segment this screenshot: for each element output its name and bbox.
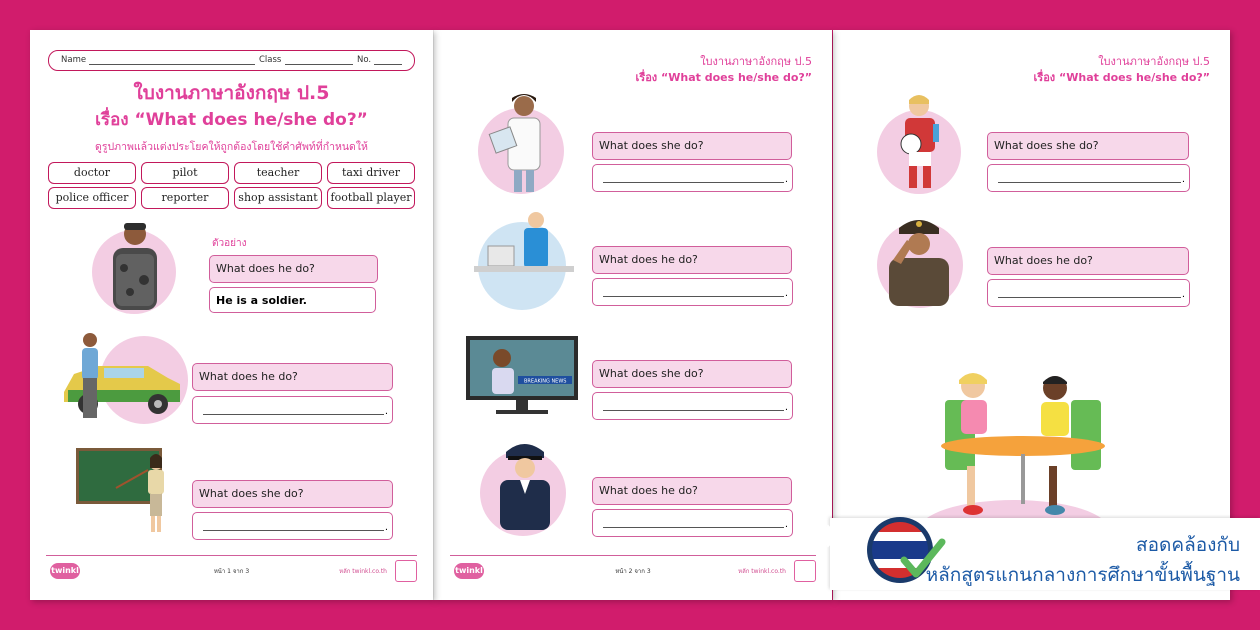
worksheet-subtitle: เรื่อง “What does he/she do?” xyxy=(95,110,368,130)
page-number: หน้า 2 จาก 3 xyxy=(615,568,651,575)
class-line xyxy=(285,64,353,65)
question-box: What does he do? xyxy=(192,363,393,391)
twinkl-logo: twinkl xyxy=(454,563,484,579)
example-answer-box: He is a soldier. xyxy=(209,287,376,313)
question-box: What does she do? xyxy=(987,132,1189,160)
word-box: teacher xyxy=(234,162,322,184)
page-footer xyxy=(46,555,417,586)
twinkl-logo: twinkl xyxy=(50,563,80,579)
taxi-driver-icon xyxy=(58,330,188,425)
pilot-icon xyxy=(488,434,560,534)
question-box: What does she do? xyxy=(592,360,792,388)
football-player-icon xyxy=(885,90,955,192)
page-footer xyxy=(450,555,816,586)
word-box: taxi driver xyxy=(327,162,415,184)
worksheet-title: ใบงานภาษาอังกฤษ ป.5 xyxy=(133,82,330,104)
page-header-title: ใบงานภาษาอังกฤษ ป.5 xyxy=(700,55,812,68)
answer-box[interactable]: . xyxy=(592,278,793,306)
name-class-bar xyxy=(48,50,415,71)
question-box: What does he do? xyxy=(987,247,1189,275)
question-box: What does he do? xyxy=(592,246,792,274)
quality-badge-icon xyxy=(395,560,417,582)
soldier-icon xyxy=(100,218,170,314)
answer-box[interactable]: . xyxy=(987,164,1190,192)
children-studying-icon xyxy=(933,370,1113,520)
word-box: police officer xyxy=(48,187,136,209)
word-box: pilot xyxy=(141,162,229,184)
answer-box[interactable]: . xyxy=(192,396,393,424)
page-header-subtitle: เรื่อง “What does he/she do?” xyxy=(635,71,812,84)
curriculum-badge xyxy=(830,518,1260,590)
badge-line-2: หลักสูตรแกนกลางการศึกษาขั้นพื้นฐาน xyxy=(925,564,1240,586)
example-question-box: What does he do? xyxy=(209,255,378,283)
doctor-icon xyxy=(488,90,558,195)
site-link: หลัก twinkl.co.th xyxy=(738,568,786,575)
question-box: What does she do? xyxy=(592,132,792,160)
answer-box[interactable]: . xyxy=(192,512,393,540)
word-box: shop assistant xyxy=(234,187,322,209)
no-label: No. xyxy=(357,55,372,65)
page-header-title: ใบงานภาษาอังกฤษ ป.5 xyxy=(1098,55,1210,68)
question-box: What does she do? xyxy=(192,480,393,508)
instruction-text: ดูรูปภาพแล้วแต่งประโยคให้ถูกต้องโดยใช้คำศัพท์ที่กำหนดให้ xyxy=(95,141,368,153)
name-line xyxy=(89,64,255,65)
teacher-icon xyxy=(76,448,176,540)
example-label: ตัวอย่าง xyxy=(212,238,247,249)
answer-box[interactable]: . xyxy=(592,164,793,192)
answer-box[interactable]: . xyxy=(987,279,1190,307)
reporter-icon xyxy=(466,336,578,418)
quality-badge-icon xyxy=(794,560,816,582)
answer-box[interactable]: . xyxy=(592,509,793,537)
name-label: Name xyxy=(61,55,87,65)
class-label: Class xyxy=(259,55,282,65)
page-number: หน้า 1 จาก 3 xyxy=(213,568,250,575)
word-box: doctor xyxy=(48,162,136,184)
shop-assistant-icon xyxy=(474,208,574,278)
badge-line-1: สอดคล้องกับ xyxy=(1136,534,1240,556)
worksheet-page-2 xyxy=(433,30,832,600)
worksheet-page-1 xyxy=(30,30,433,600)
page-header-subtitle: เรื่อง “What does he/she do?” xyxy=(1033,71,1210,84)
answer-box[interactable]: . xyxy=(592,392,793,420)
word-box: reporter xyxy=(141,187,229,209)
tv-caption: BREAKING NEWS xyxy=(524,378,567,385)
question-box: What does he do? xyxy=(592,477,792,505)
no-line xyxy=(374,64,402,65)
word-box: football player xyxy=(327,187,415,209)
police-officer-icon xyxy=(879,210,959,308)
site-link: หลัก twinkl.co.th xyxy=(339,568,387,575)
